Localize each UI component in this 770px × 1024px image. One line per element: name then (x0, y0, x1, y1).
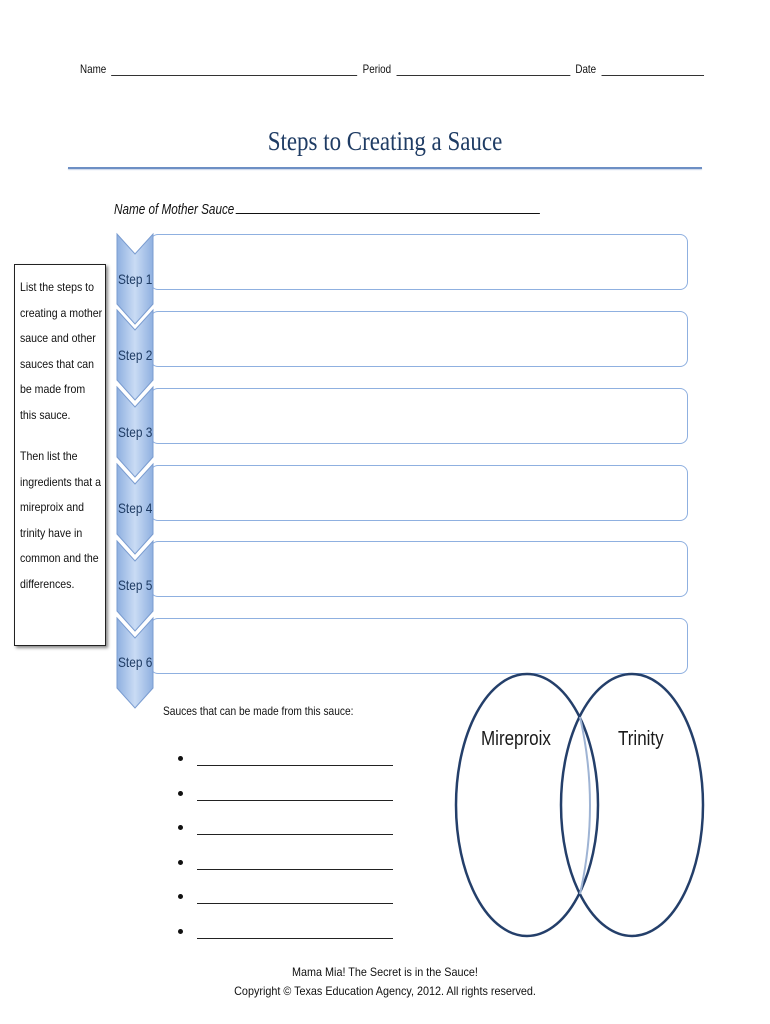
step-chevrons (112, 232, 162, 712)
bullet-icon (178, 825, 183, 830)
step-4-label: Step 4 (118, 500, 153, 516)
venn-diagram (450, 672, 710, 942)
title-divider (68, 167, 702, 169)
venn-left-label: Mireproix (481, 728, 551, 750)
sauce-item-6[interactable] (178, 922, 418, 939)
footer-line-1: Mama Mia! The Secret is in the Sauce! (292, 965, 478, 979)
step-2-label: Step 2 (118, 347, 153, 363)
mother-sauce-row (114, 199, 540, 218)
sauces-label: Sauces that can be made from this sauce: (163, 704, 354, 718)
date-field[interactable] (601, 63, 704, 76)
step-3-box[interactable] (150, 388, 688, 444)
instructions-paragraph-1: List the steps to creating a mother sauce and other sauces that can be made from this sauce. (20, 280, 103, 422)
page-title: Steps to Creating a Sauce (267, 126, 503, 156)
sauce-line[interactable] (197, 855, 393, 870)
sauce-item-2[interactable] (178, 784, 418, 801)
instructions-paragraph-2: Then list the ingredients that a mireproix and trinity have in common and the differences. (20, 449, 102, 591)
step-1-label: Step 1 (118, 271, 153, 287)
instructions-text (20, 275, 104, 613)
date-label: Date (575, 62, 597, 76)
bullet-icon (178, 894, 183, 899)
bullet-icon (178, 791, 183, 796)
name-label: Name (80, 62, 107, 76)
step-6-box[interactable] (150, 618, 688, 674)
step-4-box[interactable] (150, 465, 688, 521)
step-3-label: Step 3 (118, 424, 153, 440)
bullet-icon (178, 860, 183, 865)
sauce-item-5[interactable] (178, 887, 418, 904)
sauce-line[interactable] (197, 751, 393, 766)
period-label: Period (362, 62, 392, 76)
mother-sauce-field[interactable] (236, 199, 540, 214)
venn-right-label: Trinity (618, 728, 664, 750)
venn-right-circle (561, 674, 703, 936)
step-1-box[interactable] (150, 234, 688, 290)
bullet-icon (178, 756, 183, 761)
sauce-line[interactable] (197, 924, 393, 939)
step-2-box[interactable] (150, 311, 688, 367)
sauce-item-4[interactable] (178, 853, 418, 870)
footer-copyright: Copyright © Texas Education Agency, 2012. All rights reserved. (234, 984, 536, 998)
bullet-icon (178, 929, 183, 934)
step-5-box[interactable] (150, 541, 688, 597)
sauce-item-1[interactable] (178, 749, 418, 766)
sauce-line[interactable] (197, 820, 393, 835)
step-5-label: Step 5 (118, 577, 153, 593)
step-6-label: Step 6 (118, 654, 153, 670)
venn-left-circle (456, 674, 598, 936)
sauce-item-3[interactable] (178, 818, 418, 835)
name-field[interactable] (111, 63, 357, 76)
header-fields (80, 62, 597, 76)
mother-sauce-label: Name of Mother Sauce (114, 201, 235, 218)
sauce-line[interactable] (197, 889, 393, 904)
period-field[interactable] (396, 63, 570, 76)
sauce-line[interactable] (197, 786, 393, 801)
